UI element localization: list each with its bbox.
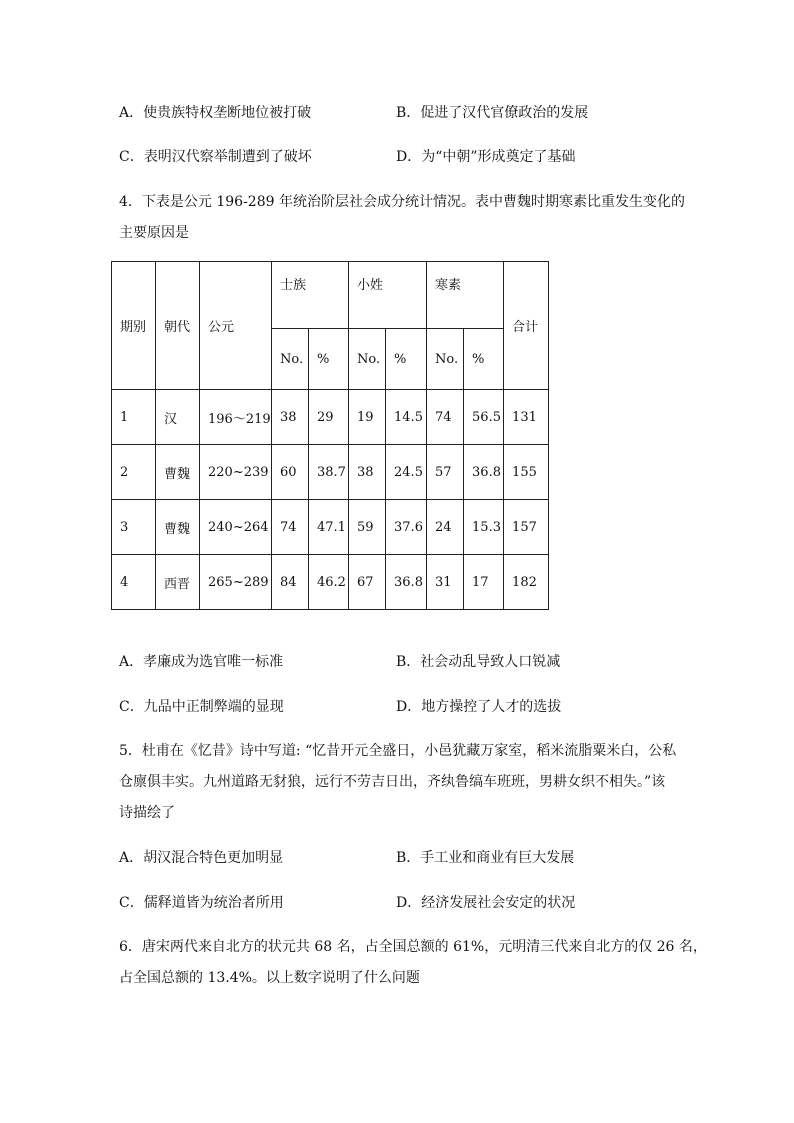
cell-xiaoxing-no: 67	[349, 555, 386, 610]
q6-stem-line1: 6．唐宋两代来自北方的状元共 68 名，占全国总额的 61%，元明清三代来自北方的仅 26 名，	[119, 939, 707, 955]
cell-total: 157	[504, 500, 549, 555]
cell-year: 265~289	[200, 555, 272, 610]
q4-option-b: B．社会动乱导致人口锐减	[396, 654, 561, 670]
cell-xiaoxing-pct: 14.5	[386, 390, 427, 445]
cell-xiaoxing-no: 19	[349, 390, 386, 445]
q3-option-a: A．使贵族特权垄断地位被打破	[119, 105, 312, 121]
q5-stem-line3: 诗描绘了	[119, 805, 175, 821]
cell-total: 155	[504, 445, 549, 500]
q4-option-c: C．九品中正制弊端的显现	[119, 699, 284, 715]
cell-xiaoxing-pct: 24.5	[386, 445, 427, 500]
header-dynasty: 朝代	[156, 262, 200, 390]
subheader-pct: %	[464, 329, 504, 390]
q5-option-d: D．经济发展社会安定的状况	[396, 895, 576, 911]
q4-option-d: D．地方操控了人才的选拔	[396, 699, 562, 715]
header-shizu: 士族	[272, 262, 349, 329]
cell-period: 1	[112, 390, 156, 445]
cell-dynasty: 曹魏	[156, 500, 200, 555]
cell-period: 3	[112, 500, 156, 555]
cell-shizu-no: 60	[272, 445, 309, 500]
cell-xiaoxing-no: 38	[349, 445, 386, 500]
table-row	[112, 445, 549, 500]
cell-period: 4	[112, 555, 156, 610]
cell-year: 220~239	[200, 445, 272, 500]
cell-shizu-pct: 46.2	[309, 555, 349, 610]
cell-dynasty: 西晋	[156, 555, 200, 610]
table-row	[112, 500, 549, 555]
cell-hansu-no: 31	[427, 555, 464, 610]
header-total: 合计	[504, 262, 549, 390]
subheader-no: No.	[272, 329, 309, 390]
cell-shizu-pct: 47.1	[309, 500, 349, 555]
cell-hansu-no: 74	[427, 390, 464, 445]
cell-hansu-no: 24	[427, 500, 464, 555]
statistics-table	[111, 261, 549, 610]
subheader-no: No.	[349, 329, 386, 390]
cell-total: 131	[504, 390, 549, 445]
table-row	[112, 555, 549, 610]
q6-stem-line2: 占全国总额的 13.4%。以上数字说明了什么问题	[119, 970, 420, 986]
cell-year: 196～219	[200, 390, 272, 445]
cell-shizu-no: 84	[272, 555, 309, 610]
cell-total: 182	[504, 555, 549, 610]
cell-dynasty: 汉	[156, 390, 200, 445]
subheader-pct: %	[386, 329, 427, 390]
q5-option-a: A．胡汉混合特色更加明显	[119, 850, 284, 866]
cell-dynasty: 曹魏	[156, 445, 200, 500]
cell-xiaoxing-no: 59	[349, 500, 386, 555]
header-xiaoxing: 小姓	[349, 262, 427, 329]
q5-option-b: B．手工业和商业有巨大发展	[396, 850, 575, 866]
q5-stem-line1: 5．杜甫在《忆昔》诗中写道: “忆昔开元全盛日，小邑犹藏万家室，稻米流脂粟米白，公私	[119, 743, 677, 759]
q4-stem-line1: 4．下表是公元 196-289 年统治阶层社会成分统计情况。表中曹魏时期寒素比重发生变化的	[119, 194, 685, 210]
cell-hansu-pct: 17	[464, 555, 504, 610]
cell-shizu-no: 38	[272, 390, 309, 445]
subheader-pct: %	[309, 329, 349, 390]
cell-shizu-pct: 29	[309, 390, 349, 445]
table-row	[112, 390, 549, 445]
cell-shizu-pct: 38.7	[309, 445, 349, 500]
header-period: 期别	[112, 262, 156, 390]
q3-option-b: B．促进了汉代官僚政治的发展	[396, 105, 589, 121]
cell-hansu-pct: 15.3	[464, 500, 504, 555]
cell-hansu-no: 57	[427, 445, 464, 500]
q4-option-a: A．孝廉成为选官唯一标准	[119, 654, 284, 670]
q5-stem-line2: 仓廪俱丰实。九州道路无豺狼，远行不劳吉日出，齐纨鲁缟车班班，男耕女织不相失。”该	[119, 774, 666, 790]
q4-stem-line2: 主要原因是	[119, 225, 189, 241]
subheader-no: No.	[427, 329, 464, 390]
q3-option-c: C．表明汉代察举制遭到了破坏	[119, 149, 312, 165]
header-year: 公元	[200, 262, 272, 390]
cell-hansu-pct: 56.5	[464, 390, 504, 445]
q3-option-d: D．为“中朝”形成奠定了基础	[396, 149, 576, 165]
cell-hansu-pct: 36.8	[464, 445, 504, 500]
cell-shizu-no: 74	[272, 500, 309, 555]
cell-xiaoxing-pct: 36.8	[386, 555, 427, 610]
q5-option-c: C．儒释道皆为统治者所用	[119, 895, 284, 911]
cell-year: 240~264	[200, 500, 272, 555]
cell-period: 2	[112, 445, 156, 500]
header-hansu: 寒素	[427, 262, 504, 329]
cell-xiaoxing-pct: 37.6	[386, 500, 427, 555]
